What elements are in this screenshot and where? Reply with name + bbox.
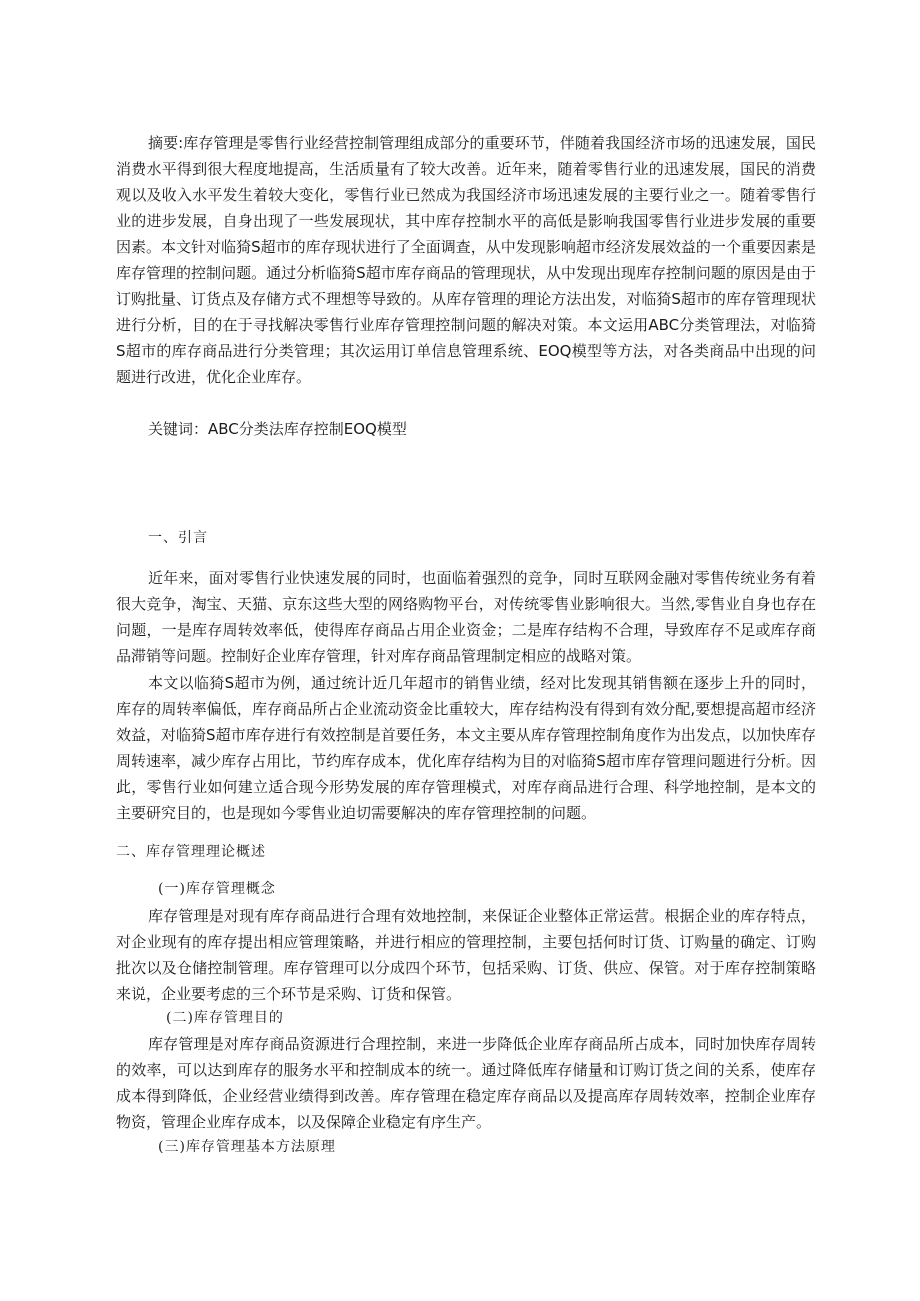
subsection-heading-concept: (一)库存管理概念 <box>158 881 276 897</box>
section-heading-theory: 二、库存管理理论概述 <box>116 844 266 860</box>
section-heading-introduction: 一、引言 <box>148 530 208 546</box>
abstract-paragraph: 摘要:库存管理是零售行业经营控制管理组成部分的重要环节，伴随着我国经济市场的迅速发展，国民消费水平得到很大程度地提高，生活质量有了较大改善。近年来，随着零售行业的迅速发展，国民的消费观以及收入水平发生着较大变化，零售行业已然成为我国经济市场迅速发展的主要行业之一。随着零售行业的进步发展，自身出现了一些发展现状，其中库存控制水平的高低是影响我国零售行业进步发展的重要因素。本文针对临猗S超市的库存现状进行了全面调查，从中发现影响超市经济发展效益的一个重要因素是库存管理的控制问题。通过分析临猗S超市库存商品的管理现状，从中发现出现库存控制问题的原因是由于订购批量、订货点及存储方式不理想等导致的。从库存管理的理论方法出发，对临猗S超市的库存管理现状进行分析，目的在于寻找解决零售行业库存管理控制问题的解决对策。本文运用ABC分类管理法，对临猗S超市的库存商品进行分类管理；其次运用订单信息管理系统、EOQ模型等方法，对各类商品中出现的问题进行改进，优化企业库存。 <box>116 134 816 386</box>
purpose-paragraph: 库存管理是对库存商品资源进行合理控制，来进一步降低企业库存商品所占成本，同时加快库存周转的效率，可以达到库存的服务水平和控制成本的统一。通过降低库存储量和订购订货之间的关系，使库存成本得到降低，企业经营业绩得到改善。库存管理在稳定库存商品以及提高库存周转效率，控制企业库存物资，管理企业库存成本，以及保障企业稳定有序生产。 <box>116 1035 816 1131</box>
subsection-heading-methods: (三)库存管理基本方法原理 <box>158 1139 336 1155</box>
keywords-line: 关键词：ABC分类法库存控制EOQ模型 <box>148 420 407 438</box>
introduction-paragraph-2: 本文以临猗S超市为例，通过统计近几年超市的销售业绩，经对比发现其销售额在逐步上升的同时，库存的周转率偏低，库存商品所占企业流动资金比重较大，库存结构没有得到有效分配,要想提高超市经济效益，对临猗S超市库存进行有效控制是首要任务，本文主要从库存管理控制角度作为出发点，以加快库存周转速率，减少库存占用比，节约库存成本，优化库存结构为目的对临猗S超市库存管理问题进行分析。因此，零售行业如何建立适合现今形势发展的库存管理模式，对库存商品进行合理、科学地控制，是本文的主要研究目的，也是现如今零售业迫切需要解决的库存管理控制的问题。 <box>116 674 816 822</box>
concept-paragraph: 库存管理是对现有库存商品进行合理有效地控制，来保证企业整体正常运营。根据企业的库存特点，对企业现有的库存提出相应管理策略，并进行相应的管理控制，主要包括何时订货、订购量的确定、订购批次以及仓储控制管理。库存管理可以分成四个环节，包括采购、订货、供应、保管。对于库存控制策略来说，企业要考虑的三个环节是采购、订货和保管。 <box>116 907 816 1003</box>
subsection-heading-purpose: (二)库存管理目的 <box>166 1010 284 1026</box>
introduction-paragraph-1: 近年来，面对零售行业快速发展的同时，也面临着强烈的竞争，同时互联网金融对零售传统业务有着很大竞争，淘宝、天猫、京东这些大型的网络购物平台，对传统零售业影响很大。当然,零售业自身也存在问题，一是库存周转效率低，使得库存商品占用企业资金；二是库存结构不合理，导致库存不足或库存商品滞销等问题。控制好企业库存管理，针对库存商品管理制定相应的战略对策。 <box>116 569 816 665</box>
